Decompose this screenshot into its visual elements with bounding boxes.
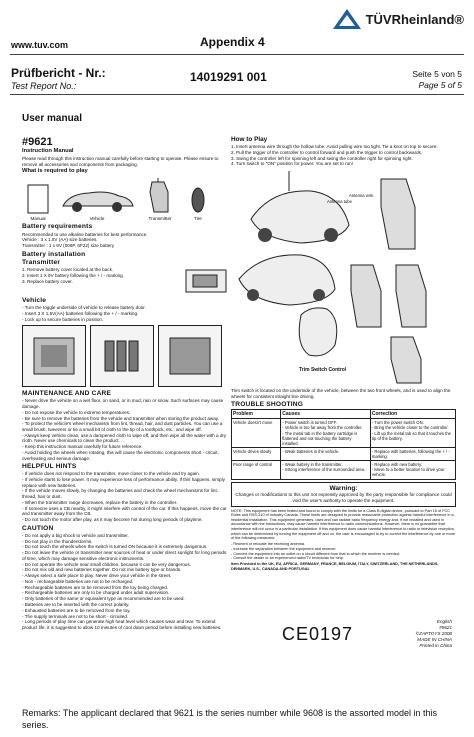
fcc-note: NOTE: This equipment has been tested and found to comply with the limits for a Class B digital device, pursuant to Part 15 of FCC Rules and RSS-310 of Industry Canada. These limits are designed to provide reasonable protection against harmful interference in a residential installation. This equipment generates, uses and can radiate radio frequency energy and, if not installed and used in accordance with the instructions, may cause harmful interference to radio communications. However, there is no guarantee that interference will not occur in a particular installation. If this equipment does cause harmful interference to radio or television reception, which can be determined by turning the equipment off and on, the user is encouraged to try to correct the interference by one or more of the following measures: [231,508,456,541]
antenna-wire-label: Antenna wire [349,192,374,198]
remarks-text: Remarks: The applicant declared that 9621 is the series number while 9608 is the assorted model in this series. [22,708,438,731]
tuv-logo [332,8,464,30]
tire-icon [190,186,206,214]
howto-steps: 1. Insert antenna wire through the hollow tube. Avoid pulling wire too tight. Tie a knot on top to secure. 2. Pull the trigger of the controller to control forward and push the trigger to control backwards. 3. Swing the controller left for spinning left and swing the controller right for spinning right. 4. Turn switch to "ON" position for power. You are set to run! [231,144,438,167]
trim-switch-label: Trim Switch Control [299,366,347,373]
instr-title: Instruction Manual [22,148,74,155]
caution-list: - Do not apply a big shock to vehicle and transmitter. - Do not play in the thunderstorms. - Do not touch the wheels when the switch is turned ON because it is extremely dangerous. - Do not leave the vehicle or transmitter near sources of heat or under direct sunlight for long periods of time, which may damage sensitive electronic instruments. - Do not operate the vehicle near small children, because it can be very dangerous. - Do not mix old and new batteries together. Do not mix battery type or brands. - Always select a safe place to play. Never drive your vehicle in the street. - Non - rechargeable batteries are not to be recharged. - Rechargeable batteries are to be removed from the toy being charged. - Rechargeable batteries are only to be charged under adult supervision. - Only batteries of the same or equivalent type as recommended are to be used. - Batteries are to be inserted with the correct polarity. - Exhausted batteries are to be removed from the toy. - The supply terminals are not to be short - circuited. - Long periods of play time can generate high heat level which causes wear and tear. To extend product life, it is suggested to allow 10 minutes of cool down period before installing new batteries. [22,532,227,630]
table-row: Vehicle doesn't move - Power switch is turned OFF. - Vehicle is too far away from the controller. - The metal tab in the battery cartridge is flattened and not touching the battery installed. - Turn the power switch ON. - Bring the vehicle closer to the controller. - Lift up the metal tab so that it touches the tip of the battery. [232,419,456,448]
maintenance-title: MAINTENANCE AND CARE [22,390,112,398]
tuv-brand-text: TÜVRheinland® [365,11,464,27]
transmitter-icon [146,178,174,214]
table-row: Vehicle drives slowly - Weak batteries in the vehicle. - Replace with batteries, following the + / - marking. [232,447,456,460]
fcc-measures: - Reorient or relocate the receiving antenna. - Increase the separation between the equipment and receiver. - Connect the equipment into an outlet on a circuit different from that to which the receiver is needed. - Consult the dealer or an experienced radio/TV technician for help. [231,541,400,561]
hints-title: HELPFUL HINTS [22,463,77,471]
trouble-title: TROUBLE SHOOTING [231,401,304,409]
battery-cover-icon [165,333,215,379]
battery-req-title: Battery requirements [22,223,93,231]
battery-door-icon [29,333,79,379]
trouble-table [231,409,456,479]
manual-book-icon [27,184,49,214]
aa-batteries-icon [97,333,147,379]
page-number-en: Page 5 of 5 [418,80,462,90]
manual-item: Manual [22,184,54,221]
report-divider [10,94,464,95]
battery-9v-icon [185,267,227,295]
ce-mark: CE0197 [282,624,354,644]
header-url: www.tuv.com [11,40,69,50]
model-number: #9621 [22,136,53,148]
tire-item: Tire [183,186,213,221]
report-number: 14019291 001 [190,70,267,84]
appendix-title: Appendix 4 [200,35,265,49]
header-divider [10,54,464,55]
vehicle-item: Vehicle [57,184,137,221]
battery-photo-3 [158,325,222,387]
required-title: What is required to play [22,168,88,175]
battery-req-list: Recommended to use alkaline batteries for best performance. Vehicle : 3 x 1.5V (AA) size batteries. Transmitter : 1 x 9V (006P, 6F22) size battery [22,231,148,249]
user-manual-scan [22,136,456,706]
battery-install-photos [22,325,227,387]
howto-title: How to Play [231,136,268,143]
english-block: English #9621 ©ZAPTOYS 2008 MADE IN CHINA Printed in China [415,619,452,648]
vehicle-title: Vehicle [22,296,47,304]
warning-text: Changes or modifications to this unit not expressly approved by the party responsible for compliance could void the user's authority to operate the equipment. [235,492,452,504]
vehicle-steps: - Turn the toggle underside of vehicle to release battery door. - Insert 3 X 1.5V(AA) batteries following the + / - marking. - Lock up to secure batteries in position. [22,305,146,322]
transmitter-title: Transmitter [22,258,61,266]
report-label-de: Prüfbericht - Nr.: [11,66,106,80]
warning-title: Warning: [329,484,358,492]
countries-text: Item Provided in the UK, EU, AFRICA, GERMANY, FRANCE, BELGIUM, ITALY, SWITZERLAND, THE NETHERLANDS, DENMARK, U.S., CANADA AND PORTUGAL [231,562,439,571]
page-number-de: Seite 5 von 5 [412,69,462,79]
table-row: Poor range of control - Weak battery in the transmitter. - Strong interference of the surrounded area. - Replace with new battery. - Move to a better location to drive your vehicle. [232,461,456,479]
required-illustration [22,177,227,221]
report-label-en: Test Report No.: [11,81,77,91]
maintenance-list: - Never drive the vehicle on a wet floor, on sand, or in mud, rain or snow. Such surfaces may cause damage. - Do not expose the vehicle to extreme temperatures. - Be sure to remove the batteries from the vehicle and transmitter when storing the product away. - To protect the vehicle's wheel mechanism from lint, thread, hair, and dust particles. You can use a small brush, tweezers or tie a small bit of cloth to the tip of a toothpick, etc., and wipe off. - Always keep vehicle clean, use a dampened cloth to wipe off, and then wipe all the water with a dry cloth. Never use chemicals to clean the product. - Keep this instruction manual carefully for future reference. - Avoid holding the wheels when rotating, this will cause the electronic components short - circuit, overheating and serious damage. [22,398,227,461]
trim-text: Trim switch is located on the underside of the vehicle, between the two front wheels, and is used to align the wheels for consistent straight line driving. [231,387,451,399]
tuv-triangle-icon [332,8,362,30]
caution-title: CAUTION [22,524,54,532]
battery-install-title: Battery installation [22,250,86,258]
antenna-tube-label: Antenna tube [327,198,352,204]
hints-list: - If vehicle does not respond to the transmitter, move closer to the vehicle and try again. - If vehicle starts to lose power. It may experience loss of performance ability. If this happens, simply replace with new batteries. - If the vehicle moves slowly, by changing the batteries and check the wheel mechanisms for lint, thread, hair or dust. - When the transmitter range decreases, replace the battery in the controller. - If someone uses a CB nearby, it might interfere with control of the car. If this happens, move the car and transmitter away from the CB. - Do not touch the motor after play, as it may become hot during long periods of playtime. [22,471,227,522]
car-icon [59,184,135,214]
howto-illustration [231,169,456,387]
warning-box [231,482,456,507]
battery-photo-2 [90,325,154,387]
battery-photo-1 [22,325,86,387]
trouble-header-row: Problem Causes Correction [232,410,456,419]
transmitter-item: Transmitter [140,178,180,221]
transmitter-steps: 1. Remove battery cover located at the back. 2. Insert 1 X 9V battery following the + / - marking. 3. Replace battery cover. [22,267,125,284]
instr-text: Please read through this instruction manual carefully before starting to operate. Please ensure to remove all accessories and components from packaging. [22,156,219,167]
manual-right-column [231,136,456,572]
section-title: User manual [22,113,83,124]
manual-left-column [22,136,227,631]
